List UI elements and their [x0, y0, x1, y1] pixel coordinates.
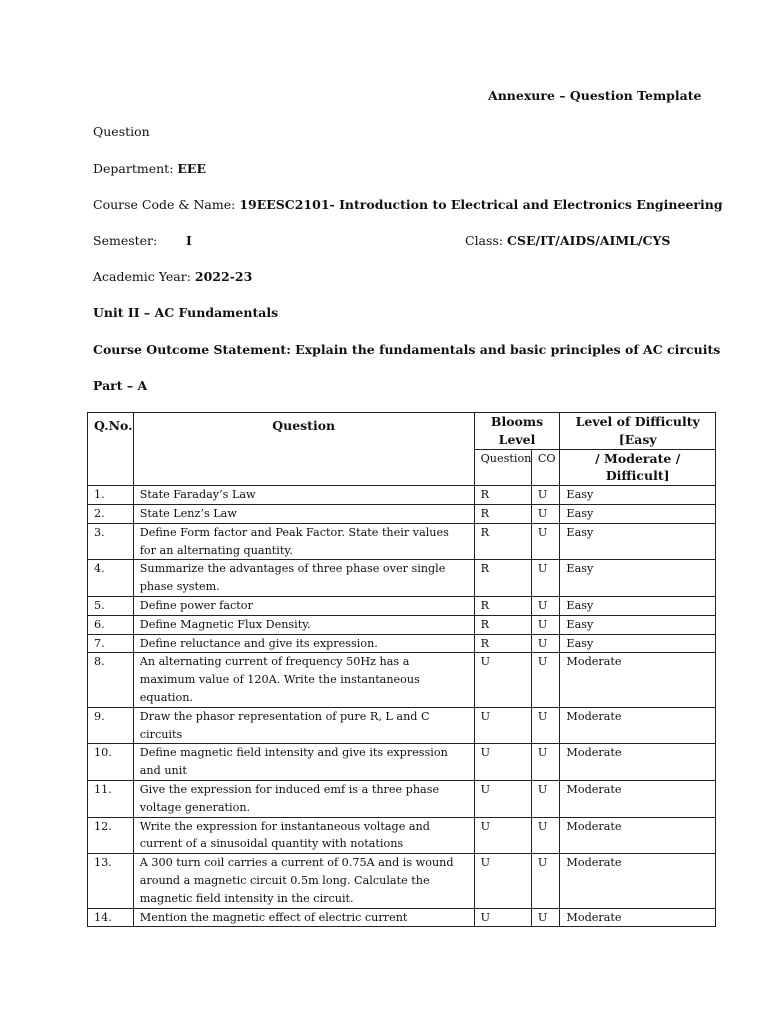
cell-blooms-co: U	[531, 854, 560, 908]
header-qno: Q.No.	[88, 413, 134, 486]
cell-question: State Lenz’s Law	[133, 504, 474, 523]
question-table	[87, 412, 716, 927]
cell-blooms-question: U	[474, 707, 531, 744]
header-lod-line2: / Moderate / Difficult]	[560, 449, 716, 486]
cell-difficulty: Moderate	[560, 653, 716, 707]
cell-qno: 12.	[88, 817, 134, 854]
cell-blooms-co: U	[531, 908, 560, 927]
cell-question: State Faraday’s Law	[133, 486, 474, 505]
cell-difficulty: Easy	[560, 634, 716, 653]
table-row	[88, 634, 716, 653]
table-row	[88, 707, 716, 744]
table-row	[88, 523, 716, 560]
part-title: Part – A	[93, 378, 148, 393]
cell-blooms-question: R	[474, 486, 531, 505]
cell-qno: 8.	[88, 653, 134, 707]
cell-difficulty: Easy	[560, 560, 716, 597]
cell-qno: 1.	[88, 486, 134, 505]
cell-question: Summarize the advantages of three phase over single phase system.	[133, 560, 474, 597]
department-label: Department:	[93, 161, 174, 176]
cell-blooms-question: U	[474, 653, 531, 707]
cell-blooms-question: U	[474, 908, 531, 927]
table-row	[88, 596, 716, 615]
course-label: Course Code & Name:	[93, 197, 236, 212]
cell-blooms-question: R	[474, 523, 531, 560]
cell-qno: 7.	[88, 634, 134, 653]
subheader-co: CO	[531, 449, 560, 486]
cell-qno: 2.	[88, 504, 134, 523]
cell-difficulty: Moderate	[560, 908, 716, 927]
header-blooms-level: Blooms Level	[474, 413, 560, 450]
cell-difficulty: Easy	[560, 523, 716, 560]
cell-blooms-co: U	[531, 523, 560, 560]
class-line	[465, 233, 670, 248]
cell-question: Define Magnetic Flux Density.	[133, 615, 474, 634]
cell-blooms-question: U	[474, 854, 531, 908]
cell-blooms-co: U	[531, 615, 560, 634]
cell-qno: 11.	[88, 780, 134, 817]
cell-blooms-question: R	[474, 504, 531, 523]
cell-blooms-co: U	[531, 817, 560, 854]
table-row	[88, 486, 716, 505]
course-outcome-statement: Course Outcome Statement: Explain the fundamentals and basic principles of AC circuits	[93, 342, 721, 357]
table-row	[88, 653, 716, 707]
class-label: Class:	[465, 233, 504, 248]
class-value: CSE/IT/AIDS/AIML/CYS	[507, 233, 671, 248]
academic-year-label: Academic Year:	[93, 269, 191, 284]
cell-qno: 4.	[88, 560, 134, 597]
table-row	[88, 908, 716, 927]
cell-qno: 9.	[88, 707, 134, 744]
cell-qno: 6.	[88, 615, 134, 634]
cell-blooms-co: U	[531, 707, 560, 744]
cell-qno: 5.	[88, 596, 134, 615]
cell-blooms-question: U	[474, 817, 531, 854]
cell-question: Define power factor	[133, 596, 474, 615]
course-line	[93, 197, 723, 212]
cell-blooms-co: U	[531, 744, 560, 781]
cell-blooms-co: U	[531, 560, 560, 597]
cell-blooms-co: U	[531, 486, 560, 505]
cell-difficulty: Easy	[560, 615, 716, 634]
cell-difficulty: Easy	[560, 504, 716, 523]
cell-blooms-question: R	[474, 560, 531, 597]
table-row	[88, 817, 716, 854]
course-value: 19EESC2101- Introduction to Electrical and Electronics Engineering	[239, 197, 723, 212]
table-row	[88, 560, 716, 597]
cell-difficulty: Easy	[560, 596, 716, 615]
department-line	[93, 161, 206, 176]
cell-question: Give the expression for induced emf is a three phase voltage generation.	[133, 780, 474, 817]
cell-question: A 300 turn coil carries a current of 0.75A and is wound around a magnetic circuit 0.5m long. Calculate the magnetic field intensity in the circuit.	[133, 854, 474, 908]
cell-question: An alternating current of frequency 50Hz has a maximum value of 120A. Write the instantaneous equation.	[133, 653, 474, 707]
department-value: EEE	[177, 161, 206, 176]
cell-qno: 10.	[88, 744, 134, 781]
header-question: Question	[133, 413, 474, 486]
cell-question: Mention the magnetic effect of electric current	[133, 908, 474, 927]
table-row	[88, 854, 716, 908]
cell-blooms-co: U	[531, 504, 560, 523]
table-row	[88, 744, 716, 781]
cell-qno: 3.	[88, 523, 134, 560]
header-lod-line1: Level of Difficulty [Easy	[560, 413, 716, 450]
cell-blooms-question: R	[474, 634, 531, 653]
cell-qno: 14.	[88, 908, 134, 927]
cell-question: Define Form factor and Peak Factor. State their values for an alternating quantity.	[133, 523, 474, 560]
cell-difficulty: Moderate	[560, 707, 716, 744]
table-row	[88, 504, 716, 523]
cell-difficulty: Moderate	[560, 780, 716, 817]
cell-blooms-co: U	[531, 653, 560, 707]
academic-year-value: 2022-23	[194, 269, 253, 284]
question-label: Question	[93, 124, 150, 139]
table-row	[88, 615, 716, 634]
cell-difficulty: Moderate	[560, 744, 716, 781]
cell-question: Define magnetic field intensity and give its expression and unit	[133, 744, 474, 781]
cell-blooms-co: U	[531, 634, 560, 653]
academic-year-line	[93, 269, 252, 284]
cell-qno: 13.	[88, 854, 134, 908]
cell-blooms-co: U	[531, 596, 560, 615]
cell-difficulty: Moderate	[560, 817, 716, 854]
cell-question: Draw the phasor representation of pure R, L and C circuits	[133, 707, 474, 744]
cell-blooms-question: R	[474, 596, 531, 615]
cell-blooms-co: U	[531, 780, 560, 817]
unit-title: Unit II – AC Fundamentals	[93, 305, 279, 320]
cell-difficulty: Easy	[560, 486, 716, 505]
annexure-title: Annexure – Question Template	[488, 88, 702, 103]
subheader-question: Question	[474, 449, 531, 486]
cell-blooms-question: U	[474, 744, 531, 781]
cell-difficulty: Moderate	[560, 854, 716, 908]
cell-question: Write the expression for instantaneous voltage and current of a sinusoidal quantity with notations	[133, 817, 474, 854]
semester-value: I	[186, 233, 192, 248]
cell-blooms-question: U	[474, 780, 531, 817]
cell-question: Define reluctance and give its expression.	[133, 634, 474, 653]
semester-label: Semester:	[93, 233, 158, 248]
cell-blooms-question: R	[474, 615, 531, 634]
table-row	[88, 780, 716, 817]
